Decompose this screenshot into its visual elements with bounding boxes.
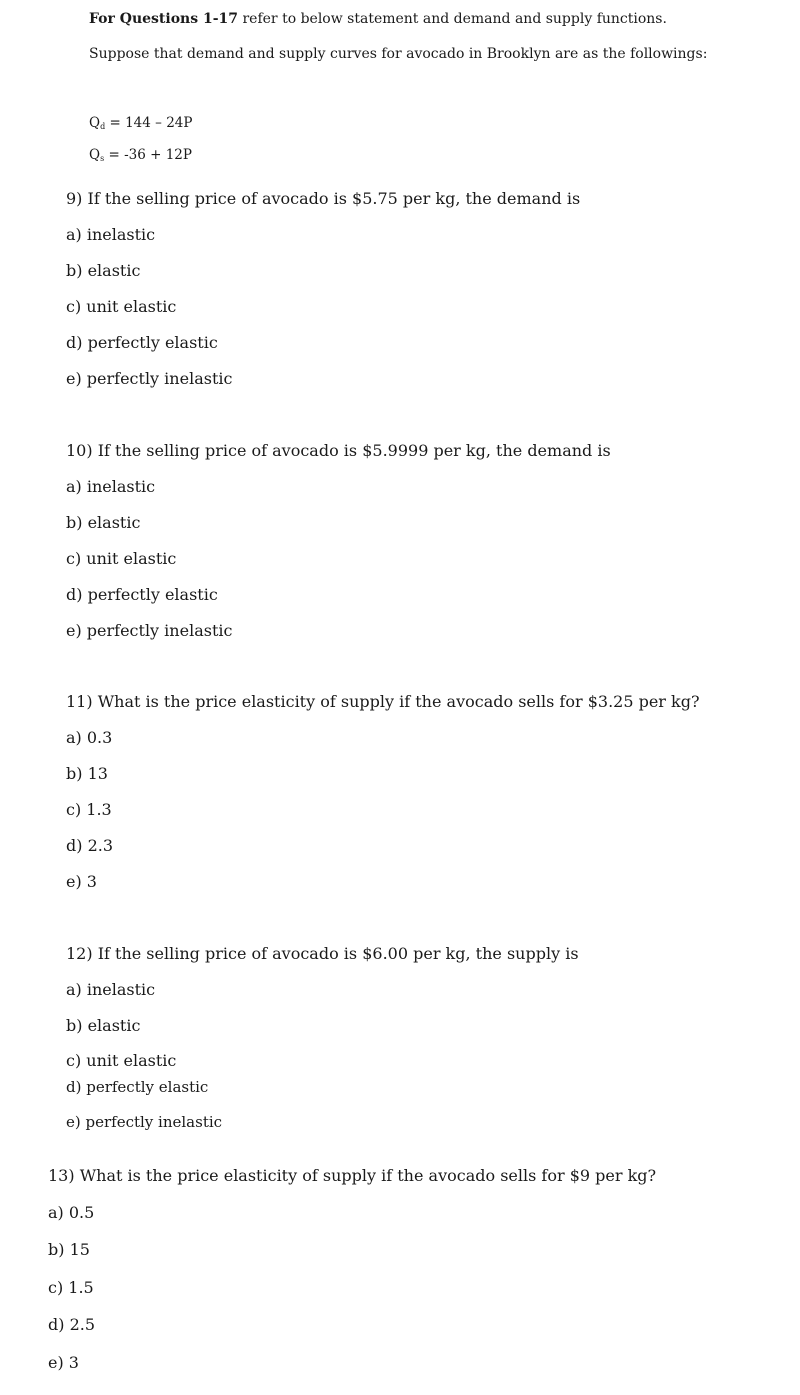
q9-option-d: d) perfectly elastic [66, 333, 218, 352]
q9-option-c: c) unit elastic [66, 297, 177, 316]
q11-option-d: d) 2.3 [66, 836, 114, 855]
q12-option-a: a) inelastic [66, 980, 156, 999]
q10-option-b: b) elastic [66, 513, 141, 532]
q11-option-e: e) 3 [66, 872, 97, 891]
question-12: 12) If the selling price of avocado is $6.00 per kg, the supply is [66, 944, 579, 963]
question-10: 10) If the selling price of avocado is $5.9999 per kg, the demand is [66, 441, 611, 460]
intro-bold: For Questions 1-17 [89, 11, 239, 27]
q13-option-b: b) 15 [48, 1240, 90, 1259]
q11-option-b: b) 13 [66, 764, 108, 783]
demand-equation: $Q_d = 144 - 24P$ [89, 115, 193, 131]
q11-option-c: c) 1.3 [66, 800, 112, 819]
question-9: 9) If the selling price of avocado is $5.75 per kg, the demand is [66, 189, 581, 208]
supply-equation: $Q_s = -36 + 12P$ [89, 147, 192, 163]
q10-option-d: d) perfectly elastic [66, 585, 218, 604]
intro-rest: refer to below statement and demand and supply functions. [238, 11, 667, 27]
q10-option-a: a) inelastic [66, 477, 156, 496]
intro-line-2: Suppose that demand and supply curves for avocado in Brooklyn are as the followings: [89, 46, 708, 62]
q13-option-c: c) 1.5 [48, 1278, 94, 1297]
q9-option-a: a) inelastic [66, 225, 156, 244]
q11-option-a: a) 0.3 [66, 728, 113, 747]
q10-option-c: c) unit elastic [66, 549, 177, 568]
q12-option-e: e) perfectly inelastic [66, 1113, 223, 1131]
q12-option-c: c) unit elastic [66, 1051, 177, 1070]
question-11: 11) What is the price elasticity of supply if the avocado sells for $3.25 per kg? [66, 692, 700, 711]
q9-option-b: b) elastic [66, 261, 141, 280]
intro-line-1 [89, 11, 667, 27]
question-13: 13) What is the price elasticity of supply if the avocado sells for $9 per kg? [48, 1166, 657, 1185]
q13-option-d: d) 2.5 [48, 1315, 96, 1334]
q12-option-d: d) perfectly elastic [66, 1078, 209, 1096]
q13-option-a: a) 0.5 [48, 1203, 95, 1222]
q13-option-e: e) 3 [48, 1353, 79, 1372]
q10-option-e: e) perfectly inelastic [66, 621, 233, 640]
q9-option-e: e) perfectly inelastic [66, 369, 233, 388]
q12-option-b: b) elastic [66, 1016, 141, 1035]
